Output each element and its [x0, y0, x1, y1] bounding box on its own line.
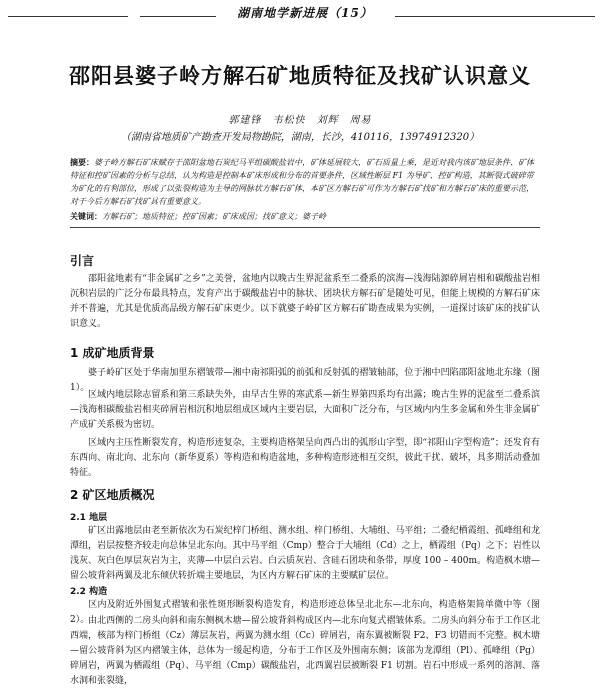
author-list: 郭建锋 韦松快 刘辉 周易	[228, 115, 372, 126]
section1-text-2: 区域内地层除志留系和第三系缺失外，由早古生界的寒武系—新生界第四系均有出露；晚古生界的泥盆至二叠系滨—浅海相碳酸盐岩相夹碎屑岩相沉积地层组成区域内主要岩层，大面积广泛分布，与区域内内生多金属和外生非金属矿产成矿关系极为密切。	[70, 390, 540, 430]
header-rule-mid	[140, 16, 216, 17]
abstract-label: 摘要：	[70, 157, 94, 167]
section-heading-2: 2 矿区地质概况	[70, 488, 155, 502]
section1-text-1: 婆子岭矿区处于华南加里东褶皱带—湘中南祁阳弧的前弧和反射弧的褶皱轴部，位于湘中凹陷邵阳盆地北东缘（图 1）。	[70, 368, 540, 393]
journal-header: 湖南地学新进展（15）	[237, 6, 373, 20]
keywords-label: 关键词：	[70, 211, 102, 221]
section-heading-intro: 引言	[70, 254, 95, 268]
section1-paragraph-3	[70, 436, 540, 481]
section2-2-text-2: 由北西侧的二房头向斜和南东侧枫木塘—留公坡背斜构成区内—北东向复式褶皱体系。二房头向斜分布于工作区北西端，核部为梓门桥组（Cz）薄层灰岩，两翼为测水组（Cc）碎屑岩，南东翼被断裂 F2、F3 切错而不完整。枫木塘—留公坡背斜为区内褶皱主体，总体为一缓起构造，分布于工作区及外围南东侧；该部为龙潭组（Pl）、孤峰组（Pg）碎屑岩，两翼为栖霞组（Pq）、马平组（Cmp）碳酸盐岩，北西翼岩层被断裂 F1 切割。岩石中形成一系列的溶洞、落水洞和张裂缝，	[70, 616, 540, 686]
abstract	[70, 156, 540, 208]
keywords	[70, 211, 540, 222]
affiliation: （湖南省地质矿产勘查开发局物勘院，湖南，长沙，410116，13974912320）	[120, 132, 480, 143]
subsection-heading-2-2: 2.2 构造	[70, 587, 108, 597]
section-heading-1: 1 成矿地质背景	[70, 346, 155, 360]
section1-text-3: 区域内主压性断裂发育，构造形迹复杂，主要构造格架呈向西凸出的弧形山字型，即“祁阳山字型构造”；还发育有东西向、南北向、北东向（新华夏系）等构造和构造盆地，多种构造形迹相互交织，彼此干扰、破坏，具多期活动叠加特征。	[70, 438, 540, 478]
paper-title: 邵阳县婆子岭方解石矿地质特征及找矿认识意义	[69, 63, 531, 88]
abstract-text: 婆子岭方解石矿床赋存于邵阳盆地石炭纪马平组碳酸盐岩中，矿体延展较大，矿石质量上乘，是近对我内该矿地层条件、矿体特征和控矿因素的分析与总结，认为构造是控制本矿床形成和分布的首要条件，区域性断层 F1 为导矿、控矿构造，其断裂式破碎带为矿化的有利部位，形成了以张裂构造为主导的网脉状方解石矿体，本矿区方解石矿可作为方解石矿找矿和方解石矿床的重要示范，对于今后方解石矿找矿具有重要意义。	[70, 158, 534, 206]
header-rule-right	[395, 16, 595, 17]
section2-2-text-1: 区内及附近外围复式褶皱和张性斑形断裂构造发育，构造形迹总体呈北北东—北东向，构造格架简单微中等（图 2）。	[70, 600, 540, 625]
section2-1-paragraph	[70, 524, 540, 584]
section1-paragraph-2	[70, 388, 540, 433]
intro-paragraph	[70, 272, 540, 332]
intro-text: 邵阳盆地素有“非金属矿之乡”之美誉，盆地内以晚古生界泥盆系至二叠系的滨海—浅海陆源碎屑岩相和碳酸盐岩相沉积岩层的广泛分布最具特点，发育产出于碳酸盐岩中的脉状、团块状方解石矿是随处可见，但能上规模的方解石矿床并不普遍，尤其是优质高品级方解石矿床更少。以下就婆子岭矿区方解石矿勘查成果为实例，一道探讨该矿床的找矿认识意义。	[70, 274, 540, 329]
abstract-divider	[70, 227, 540, 228]
keywords-text: 方解石矿；地质特征；控矿因素；矿床成因；找矿意义；婆子岭	[102, 212, 326, 221]
subsection-heading-2-1: 2.1 地层	[70, 513, 108, 523]
section2-1-text: 矿区出露地层由老至新依次为石炭纪梓门桥组、测水组、梓门桥组、大埔组、马平组；二叠纪栖霞组、孤峰组和龙潭组，岩层按整齐较走向总体呈北东向。其中马平组（Cmp）整合于大埔组（Cd）之上，栖霞组（Pq）之下；岩性以浅灰、灰白色厚层灰岩为主，夹薄—中层白云岩、白云质灰岩、含硅石团块和条带，厚度 100 – 400m。构造枫木塘—留公坡背斜两翼及北东倾伏转折端主要地层，为区内方解石矿床的主要赋矿层位。	[70, 526, 540, 581]
section2-2-paragraph-2	[70, 614, 540, 689]
header-rule-left	[8, 16, 128, 17]
